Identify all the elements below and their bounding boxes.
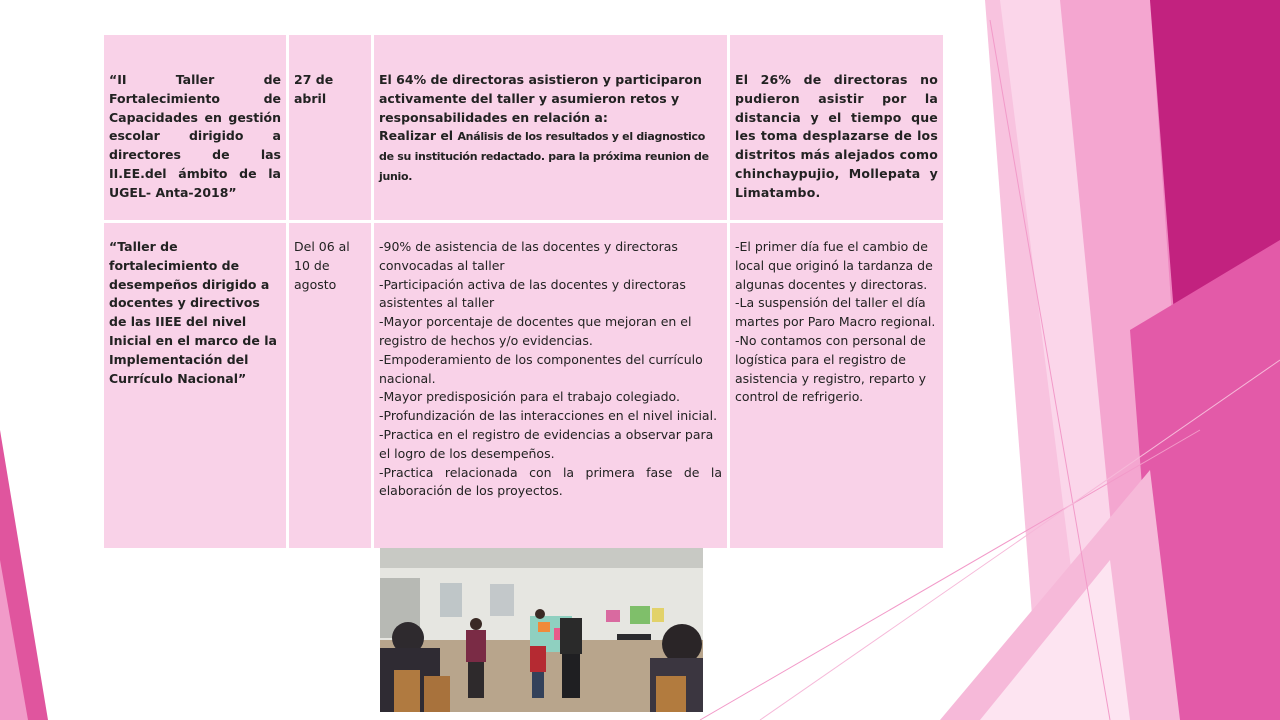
activity-cell: [103, 34, 288, 222]
difficulty-item: -El primer día fue el cambio de local que originó la tardanza de algunas docentes y directoras.: [735, 239, 933, 292]
date-text: 27 de abril: [294, 72, 334, 106]
achievement-item: -Practica relacionada con la primera fase de la elaboración de los proyectos.: [379, 464, 722, 499]
achievements-text: El 64% de directoras asistieron y participaron activamente del taller y asumieron retos y responsabilidades en relación a:: [379, 72, 702, 125]
activity-cell: [103, 222, 288, 550]
activity-text: “Taller de fortalecimiento de desempeños dirigido a docentes y directivos de las IIEE del nivel Inicial en el marco de la Implementación del Currículo Nacional”: [109, 239, 277, 386]
achievements-lead: Realizar el: [379, 128, 454, 144]
workshop-photo: [380, 548, 703, 712]
achievement-item: -Practica en el registro de evidencias a observar para el logro de los desempeños.: [379, 426, 714, 461]
achievement-item: -Profundización de las interacciones en el nivel inicial.: [379, 408, 718, 424]
activity-text: “II Taller de Fortalecimiento de Capacidades en gestión escolar dirigido a directores de las II.EE.del ámbito de la UGEL- Anta-2018”: [109, 72, 281, 200]
difficulties-cell: [729, 34, 945, 222]
achievements-tail: Análisis de los resultados y el diagnostico de su institución redactado. para la próxima reunion de junio.: [379, 130, 709, 183]
table-row: [103, 222, 945, 550]
achievements-cell: [373, 222, 729, 550]
achievement-item: -Mayor porcentaje de docentes que mejoran en el registro de hechos y/o evidencias.: [379, 314, 692, 348]
difficulty-item: -No contamos con personal de logística para el registro de asistencia y registro, reparto y control de refrigerio.: [735, 332, 927, 405]
date-cell: [288, 222, 373, 550]
report-table: [101, 32, 946, 551]
achievements-detail: [379, 127, 722, 186]
difficulties-cell: [729, 222, 945, 550]
achievement-item: -90% de asistencia de las docentes y directoras convocadas al taller: [379, 239, 678, 273]
achievement-item: -Empoderamiento de los componentes del currículo nacional.: [379, 351, 703, 386]
difficulties-text: El 26% de directoras no pudieron asistir por la distancia y el tiempo que les toma desplazarse de los distritos más alejados como chinchaypujio, Mollepata y Limatambo.: [735, 72, 938, 200]
achievement-item: -Mayor predisposición para el trabajo colegiado.: [379, 389, 680, 405]
date-text: Del 06 al 10 de agosto: [294, 239, 350, 292]
achievement-item: -Participación activa de las docentes y directoras asistentes al taller: [379, 276, 686, 311]
difficulty-item: -La suspensión del taller el día martes por Paro Macro regional.: [735, 295, 936, 330]
achievements-cell: [373, 34, 729, 222]
workshop-photo-illustration: [380, 548, 703, 712]
date-cell: [288, 34, 373, 222]
table-row: [103, 34, 945, 222]
report-table-wrapper: [101, 32, 943, 548]
